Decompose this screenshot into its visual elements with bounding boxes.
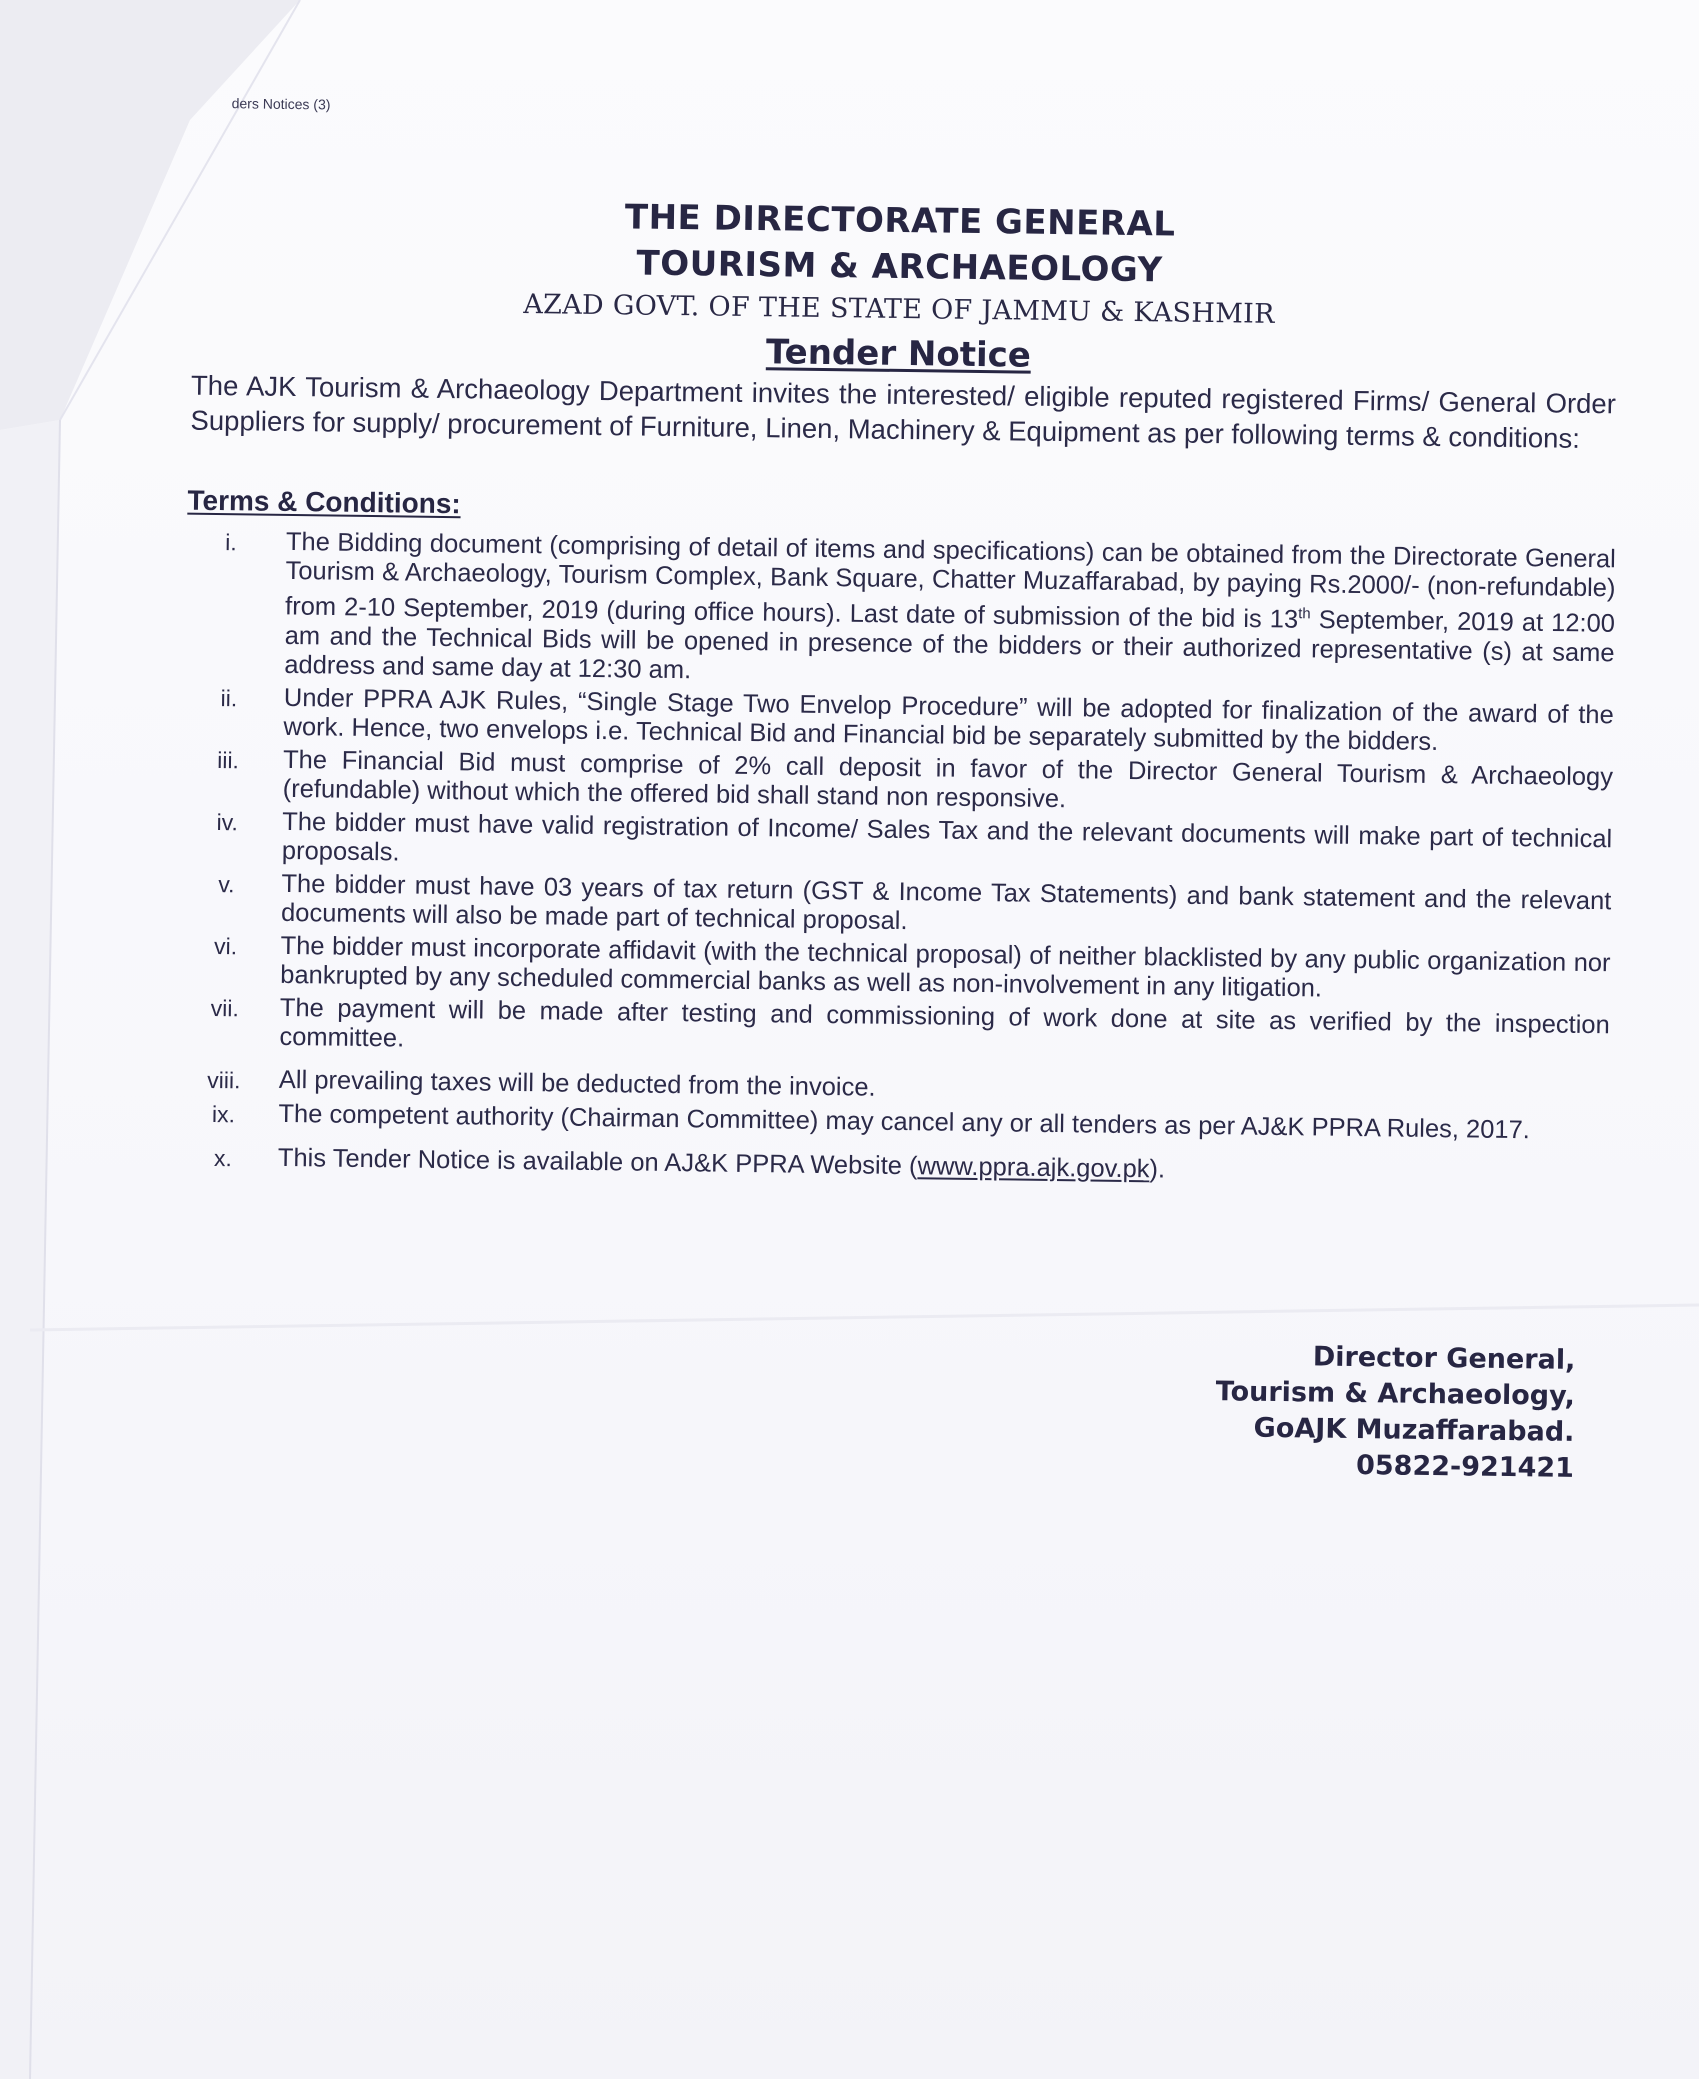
- term-item: [174, 526, 1616, 696]
- term-text-part: ).: [1149, 1154, 1166, 1183]
- signatory-location: GoAJK Muzaffarabad.: [1253, 1412, 1575, 1448]
- term-number: ix.: [211, 1100, 236, 1127]
- term-number: vii.: [210, 994, 240, 1021]
- term-text: The bidder must have valid registration of Income/ Sales Tax and the relevant documents will make part of technical proposals.: [281, 807, 1613, 866]
- term-text: [278, 1143, 1608, 1189]
- term-number: v.: [218, 870, 235, 897]
- ppra-website-link[interactable]: www.ppra.ajk.gov.pk: [917, 1151, 1150, 1183]
- term-number: iii.: [217, 746, 240, 773]
- term-number: ii.: [220, 684, 238, 711]
- header-line-government: AZAD GOVT. OF THE STATE OF JAMMU & KASHMIR: [523, 289, 1275, 330]
- term-text-part: This Tender Notice is available on AJ&K PPRA Website (: [277, 1143, 918, 1180]
- term-number: x.: [213, 1144, 232, 1171]
- document-header: [508, 193, 1290, 383]
- header-line-directorate: THE DIRECTORATE GENERAL: [624, 197, 1176, 245]
- term-text-part: September, 2019 at 12:00 am and the Technical Bids will be opened in presence of the bidders or their authorized representative (s) at same address and same day at 12:30 am.: [284, 605, 1616, 684]
- signatory-department: Tourism & Archaeology,: [1215, 1376, 1576, 1412]
- signatory-phone: 05822-921421: [1355, 1450, 1575, 1484]
- term-number: i.: [225, 529, 237, 556]
- corner-label: ders Notices (3): [231, 95, 331, 113]
- signatory-title: Director General,: [1312, 1341, 1576, 1376]
- signature-block: [1194, 1338, 1576, 1487]
- term-number: viii.: [207, 1066, 241, 1093]
- term-text: Under PPRA AJK Rules, “Single Stage Two Envelop Procedure” will be adopted for finalization of the award of the work. Hence, two envelops i.e. Technical Bid and Financial bid be separately submitted by the bidders.: [283, 683, 1614, 756]
- terms-heading: Terms & Conditions:: [187, 484, 461, 520]
- intro-paragraph: The AJK Tourism & Archaeology Department invites the interested/ eligible reputed registered Firms/ General Order Suppliers for supply/ procurement of Furniture, Linen, Machinery & Equipment as per following terms & conditions:: [190, 369, 1617, 454]
- term-text-part: The Bidding document (comprising of detail of items and specifications) can be obtained from the Directorate General Tourism & Archaeology, Tourism Complex, Bank Square, Chatter Muzaffarabad, by paying Rs.2000/- (non-refundable) from 2-10 September, 2019 (during office hours). Last date of submission of the bid is 13: [284, 527, 1617, 634]
- term-text: The bidder must have 03 years of tax return (GST & Income Tax Statements) and bank statement and the relevant documents will also be made part of technical proposal.: [280, 869, 1612, 935]
- term-text: The competent authority (Chairman Committee) may cancel any or all tenders as per AJ&K PPRA Rules, 2017.: [278, 1099, 1531, 1144]
- term-text: The payment will be made after testing and commissioning of work done at site as verified by the inspection committee.: [279, 993, 1610, 1053]
- term-number: vi.: [213, 932, 238, 959]
- term-item: [168, 1142, 1608, 1191]
- term-text: The bidder must incorporate affidavit (with the technical proposal) of neither blacklisted by any public organization nor bankrupted by any scheduled commercial banks as well as non-involvement in any litigation.: [280, 931, 1611, 1003]
- terms-list: [168, 526, 1616, 1194]
- document-title: Tender Notice: [765, 332, 1032, 376]
- term-number: iv.: [216, 808, 239, 835]
- header-line-tourism: TOURISM & ARCHAEOLOGY: [636, 243, 1163, 291]
- term-text: All prevailing taxes will be deducted from the invoice.: [278, 1065, 876, 1102]
- term-text: The Financial Bid must comprise of 2% call deposit in favor of the Director General Tourism & Archaeology (refundable) without which the offered bid shall stand non responsive.: [282, 745, 1614, 813]
- ordinal-suffix: th: [1298, 605, 1311, 623]
- term-text: [284, 528, 1616, 697]
